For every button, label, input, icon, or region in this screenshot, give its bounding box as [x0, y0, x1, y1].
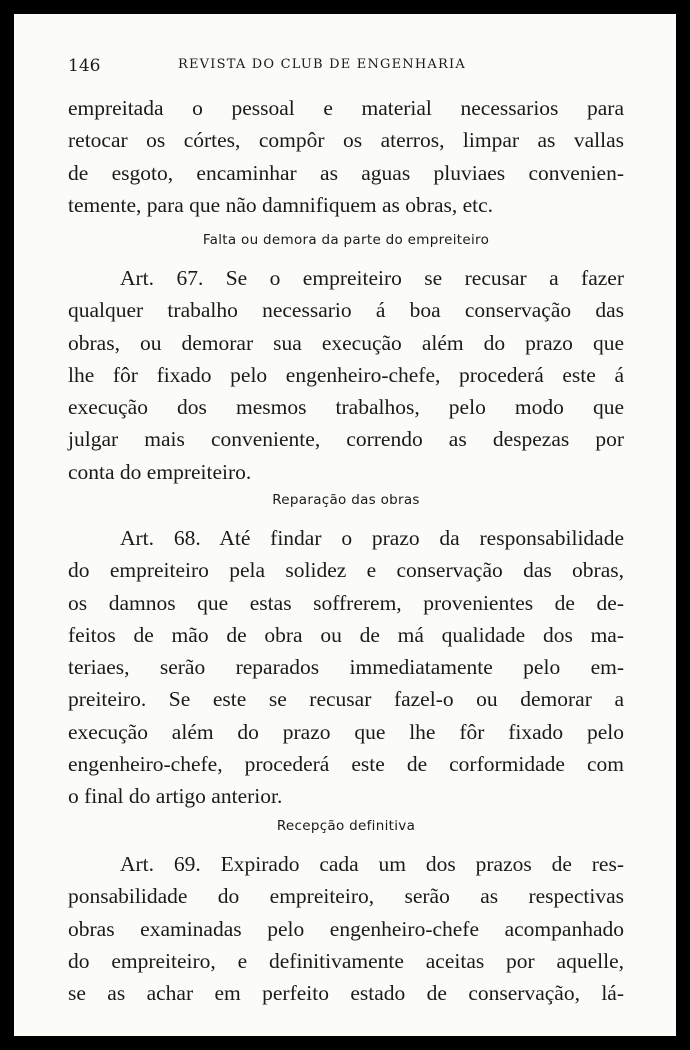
text-line: Art. 68. Até findar o prazo da responsabilidade [120, 526, 624, 550]
text-line: retocar os córtes, compôr os aterros, limpar as vallas [68, 128, 624, 153]
text-line: Art. 67. Se o empreiteiro se recusar a fazer [120, 266, 624, 290]
section-heading-recepcao: Recepção definitiva [276, 818, 416, 834]
text-line: feitos de mão de obra ou de má qualidade dos ma- [68, 622, 624, 647]
text-line: lhe fôr fixado pelo engenheiro-chefe, procederá este á [68, 362, 624, 387]
text-line: do empreiteiro, e definitivamente aceitas por aquelle, [68, 948, 624, 973]
running-title: REVISTA DO CLUB DE ENGENHARIA [178, 57, 466, 72]
text-line: obras, ou demorar sua execução além do prazo que [68, 330, 624, 355]
text-line: engenheiro-chefe, procederá este de corformidade com [68, 752, 624, 777]
page-header [68, 56, 628, 80]
text-line: os damnos que estas soffrerem, provenientes de de- [68, 590, 624, 615]
paragraph-art-69 [68, 848, 624, 1009]
text-line: Art. 69. Expirado cada um dos prazos de res- [120, 852, 624, 876]
text-line: se as achar em perfeito estado de conservação, lá- [68, 981, 624, 1006]
section-heading-reparacao: Reparação das obras [272, 492, 420, 508]
text-line: temente, para que não damnifiquem as obras, etc. [68, 192, 494, 217]
text-line: julgar mais conveniente, correndo as despezas por [68, 427, 624, 452]
text-line: do empreiteiro pela solidez e conservação das obras, [68, 558, 624, 583]
text-line: conta do empreiteiro. [68, 459, 252, 484]
text-line: o final do artigo anterior. [68, 784, 283, 809]
text-line: execução dos mesmos trabalhos, pelo modo que [68, 395, 624, 420]
text-line: ponsabilidade do empreiteiro, serão as respectivas [68, 884, 624, 909]
paragraph-intro [68, 92, 624, 221]
paragraph-art-67 [68, 262, 624, 488]
text-line: execução além do prazo que lhe fôr fixado pelo [68, 719, 624, 744]
document-page [14, 14, 676, 1036]
text-line: obras examinadas pelo engenheiro-chefe acompanhado [68, 916, 624, 941]
section-heading-falta: Falta ou demora da parte do empreiteiro [202, 232, 490, 248]
text-line: preiteiro. Se este se recusar fazel-o ou demorar a [68, 687, 624, 712]
page-number: 146 [68, 56, 101, 76]
text-line: teriaes, serão reparados immediatamente pelo em- [68, 655, 624, 680]
paragraph-art-68 [68, 522, 624, 813]
text-line: empreitada o pessoal e material necessarios para [68, 96, 624, 120]
text-line: qualquer trabalho necessario á boa conservação das [68, 298, 624, 323]
text-line: de esgoto, encaminhar as aguas pluviaes convenien- [68, 160, 624, 185]
